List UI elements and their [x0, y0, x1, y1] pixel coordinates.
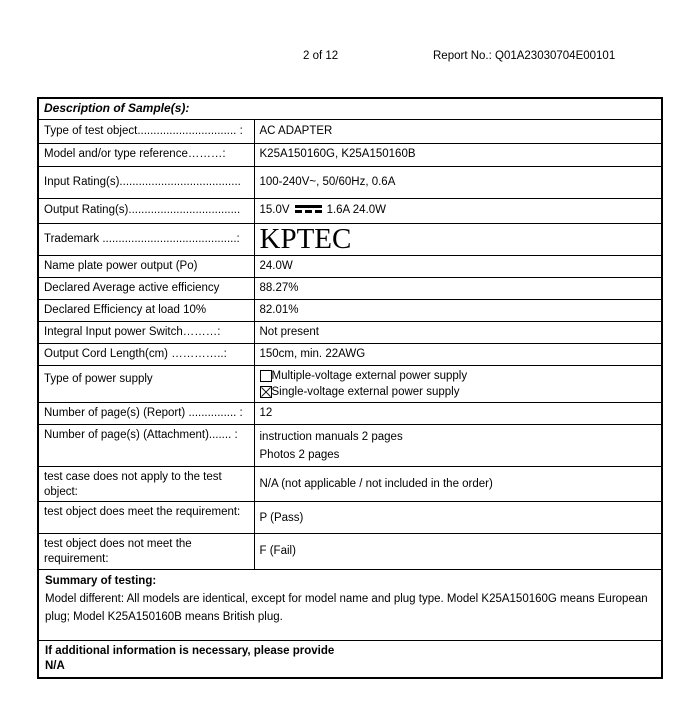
row-value: K25A150160G, K25A150160B [254, 143, 662, 166]
table-row [38, 98, 662, 119]
table-row [38, 299, 662, 321]
table-row [38, 277, 662, 299]
table-row [38, 343, 662, 365]
row-label: Input Rating(s)...................................... [38, 166, 254, 198]
table-row [38, 255, 662, 277]
checkbox-checked-icon [260, 386, 272, 398]
table-row [38, 143, 662, 166]
power-supply-options [254, 365, 662, 402]
row-value: 12 [254, 402, 662, 424]
row-label: Type of power supply [38, 365, 254, 402]
option-single-voltage [260, 384, 657, 400]
row-label: test case does not apply to the test object: [38, 466, 254, 502]
row-label: Number of page(s) (Report) ............... : [38, 402, 254, 424]
table-row [38, 502, 662, 534]
additional-info-section [38, 641, 662, 679]
row-label: Number of page(s) (Attachment)....... : [38, 424, 254, 466]
row-label: Declared Efficiency at load 10% [38, 299, 254, 321]
sample-description-table [37, 97, 663, 679]
row-label: Declared Average active efficiency [38, 277, 254, 299]
row-value: 150cm, min. 22AWG [254, 343, 662, 365]
row-value: N/A (not applicable / not included in the order) [254, 466, 662, 502]
table-row [38, 641, 662, 679]
report-number: Report No.: Q01A23030704E00101 [433, 50, 616, 62]
table-row [38, 534, 662, 570]
row-value: 100-240V~, 50/60Hz, 0.6A [254, 166, 662, 198]
trademark-logo: KPTEC [254, 223, 662, 255]
table-row [38, 365, 662, 402]
table-row [38, 466, 662, 502]
row-value: F (Fail) [254, 534, 662, 570]
additional-info-value: N/A [45, 660, 65, 673]
row-value [254, 424, 662, 466]
row-label: Name plate power output (Po) [38, 255, 254, 277]
row-value: 24.0W [254, 255, 662, 277]
attachment-line-2: Photos 2 pages [259, 448, 340, 461]
row-value: 82.01% [254, 299, 662, 321]
row-value: AC ADAPTER [254, 119, 662, 143]
table-row [38, 321, 662, 343]
row-value: 88.27% [254, 277, 662, 299]
summary-section [38, 570, 662, 641]
row-value [254, 198, 662, 223]
table-row [38, 198, 662, 223]
row-label: test object does meet the requirement: [38, 502, 254, 534]
row-value: Not present [254, 321, 662, 343]
output-voltage: 15.0V [259, 204, 290, 217]
row-label: Output Cord Length(cm) …………..: [38, 343, 254, 365]
row-label: Integral Input power Switch………: [38, 321, 254, 343]
table-row [38, 424, 662, 466]
summary-title: Summary of testing: [45, 575, 157, 588]
table-row [38, 166, 662, 198]
option-label: Multiple-voltage external power supply [271, 369, 468, 382]
output-current-power: 1.6A 24.0W [326, 204, 387, 217]
option-multiple-voltage [260, 368, 657, 384]
table-row [38, 570, 662, 641]
checkbox-unchecked-icon [260, 370, 272, 382]
row-label: Trademark ..........................................: [38, 223, 254, 255]
row-label: Type of test object............................... : [38, 119, 254, 143]
summary-body: Model different: All models are identical, except for model name and plug type. Model K25A150160G means European plug; Model K25A150160B means British plug. [45, 593, 648, 623]
section-title: Description of Sample(s): [38, 98, 662, 119]
additional-info-title: If additional information is necessary, please provide [45, 645, 335, 658]
table-row [38, 223, 662, 255]
attachment-line-1: instruction manuals 2 pages [259, 430, 403, 443]
row-value: P (Pass) [254, 502, 662, 534]
dc-symbol-icon [295, 205, 322, 213]
row-label: test object does not meet the requirement: [38, 534, 254, 570]
page-number: 2 of 12 [303, 50, 339, 62]
table-row [38, 402, 662, 424]
table-row [38, 119, 662, 143]
row-label: Model and/or type reference………: [38, 143, 254, 166]
option-label: Single-voltage external power supply [271, 385, 460, 398]
row-label: Output Rating(s)................................... [38, 198, 254, 223]
